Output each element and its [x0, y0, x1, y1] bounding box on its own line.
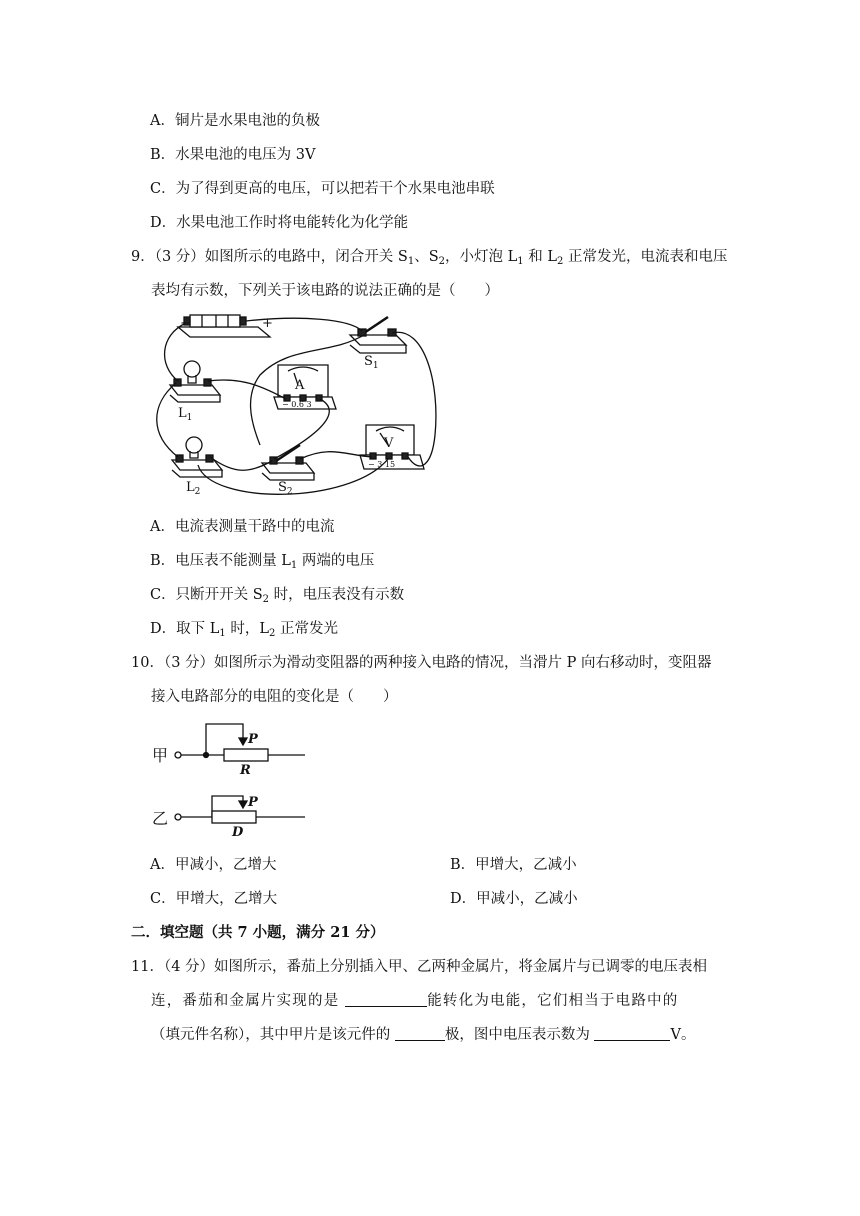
voltmeter-label: V [384, 436, 394, 451]
voltmeter-scale-label: − 3 15 [368, 460, 396, 469]
q10-option-d: D．甲减小，乙减小 [450, 891, 578, 907]
q8-option-a: A．铜片是水果电池的负极 [150, 113, 320, 129]
q8-option-b: B．水果电池的电压为 3V [150, 147, 316, 163]
q9-stem-line1: 9．（3 分）如图所示的电路中，闭合开关 $S_1$、$S_2$，小灯泡 $L_1$ 和 $L_2$ 正常发光，电流表和电压 [131, 249, 728, 267]
q8-option-d: D．水果电池工作时将电能转化为化学能 [150, 215, 409, 231]
p-label-yi: P [248, 795, 258, 810]
q10-option-a: A．甲减小，乙增大 [150, 857, 277, 873]
q9-option-d: D．取下 $L_1$ 时，$L_2$ 正常发光 [150, 621, 338, 639]
q9-option-c: C．只断开开关 $S_2$ 时，电压表没有示数 [150, 587, 405, 605]
q11-stem-line3: （填元件名称），其中甲片是该元件的 极，图中电压表示数为 V。 [151, 1027, 696, 1043]
q8-option-c: C．为了得到更高的电压，可以把若干个水果电池串联 [150, 181, 495, 197]
ammeter-scale-label: − 0.6 3 [282, 400, 312, 409]
q11-stem-line2: 连，番茄和金属片实现的是 能转化为电能，它们相当于电路中的 [151, 993, 679, 1009]
q9-option-b: B．电压表不能测量 $L_1$ 两端的电压 [150, 553, 375, 571]
q9-circuit-figure [150, 305, 450, 510]
s2-label: $S_2$ [278, 480, 293, 497]
q11-blank-3[interactable] [594, 1026, 670, 1041]
jia-label: 甲 [152, 746, 169, 765]
q10-rheostat-figure [148, 718, 318, 843]
r-label: R [240, 763, 251, 778]
q10-option-b: B．甲增大，乙减小 [450, 857, 577, 873]
l1-label: $L_1$ [178, 406, 193, 423]
q9-stem-line2: 表均有示数，下列关于该电路的说法正确的是（ ） [151, 283, 499, 299]
section-2-heading: 二．填空题（共 7 小题，满分 21 分） [131, 924, 385, 941]
l2-label: $L_2$ [186, 480, 201, 497]
q9-option-a: A．电流表测量干路中的电流 [150, 519, 335, 535]
battery-minus-label: − [180, 316, 191, 331]
q10-option-c: C．甲增大，乙增大 [150, 891, 278, 907]
battery-plus-label: + [262, 316, 273, 331]
p-label-jia: P [248, 732, 258, 747]
q11-stem-line1: 11．（4 分）如图所示，番茄上分别插入甲、乙两种金属片，将金属片与已调零的电压表相 [131, 959, 708, 975]
d-label: D [232, 825, 244, 840]
q10-stem-line2: 接入电路部分的电阻的变化是（ ） [151, 689, 398, 705]
q11-blank-2[interactable] [395, 1026, 445, 1041]
q10-stem-line1: 10．（3 分）如图所示为滑动变阻器的两种接入电路的情况，当滑片 P 向右移动时，变阻器 [131, 655, 712, 671]
yi-label: 乙 [152, 809, 169, 828]
s1-label: $S_1$ [364, 354, 379, 371]
q11-blank-1[interactable] [345, 992, 427, 1007]
ammeter-label: A [295, 378, 305, 393]
